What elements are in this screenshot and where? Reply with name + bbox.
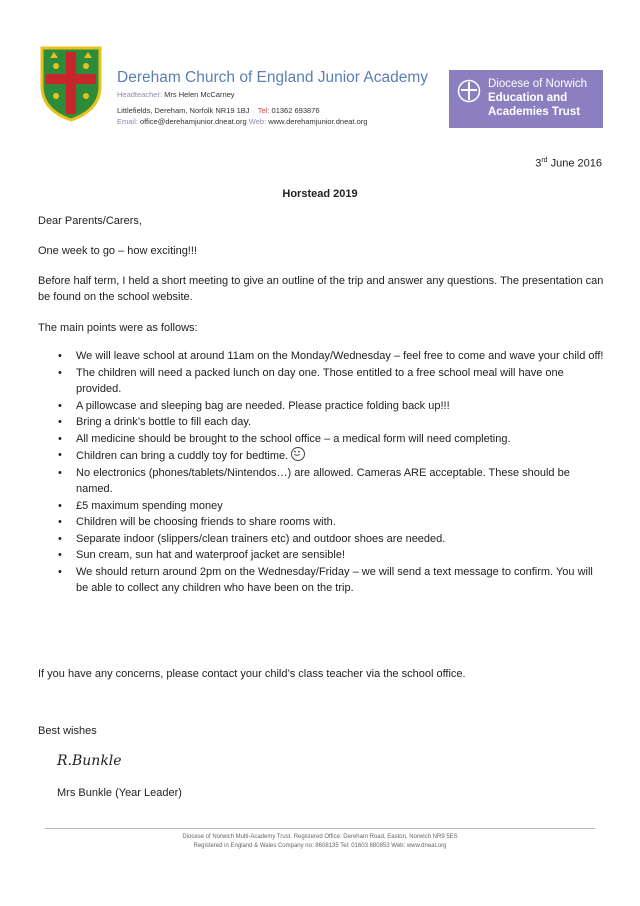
meeting-paragraph: Before half term, I held a short meeting to give an outline of the trip and answer any questions. The presentation can be found on the school website. [38,275,604,303]
point-text: Children will be choosing friends to share rooms with. [76,516,336,528]
bullet: • [58,532,62,545]
bullet: • [58,549,62,561]
list-item [38,531,606,548]
date-rest: June 2016 [547,157,602,170]
school-address: Littlefields, Dereham, Norfolk NR19 1BJ [117,106,250,115]
bullet: • [58,516,62,528]
list-item [38,348,606,365]
point-text: We will leave school at around 11am on the Monday/Wednesday – feel free to come and wave your child off! [76,350,604,362]
contact-line [117,117,367,126]
list-item [38,465,606,498]
school-tel: 01362 693876 [271,106,320,115]
list-item [38,398,606,415]
headteacher-label: Headteacher: [117,90,163,99]
list-item [38,547,606,564]
headteacher-line [117,90,235,99]
closing: Best wishes [38,725,97,737]
signatory-name: Mrs Bunkle (Year Leader) [57,787,182,799]
school-email: office@derehamjunior.dneat.org [139,117,247,126]
tel-label: Tel: [257,106,270,115]
handwritten-signature: R.Bunkle [57,753,122,769]
school-name: Dereham Church of England Junior Academy [117,69,429,86]
diocese-line-2: Education and [488,92,568,104]
bullet: • [58,432,62,445]
date-suffix: rd [541,157,548,164]
point-text: Children can bring a cuddly toy for bedtime. [76,450,289,462]
point-text: No electronics (phones/tablets/Nintendos…) are allowed. Cameras ARE acceptable. These should be named. [76,466,570,495]
date-day: 3 [535,157,542,170]
list-item [38,447,606,465]
email-label: Email: [117,117,138,126]
point-text: £5 maximum spending money [76,499,223,512]
diocese-logo-box [449,70,603,128]
point-text: Separate indoor (slippers/clean trainers etc) and outdoor shoes are needed. [76,532,446,545]
point-text: The children will need a packed lunch on day one. Those entitled to a free school meal will have one provided. [76,366,564,395]
web-label: Web: [248,117,267,126]
school-web: www.derehamjunior.dneat.org [268,117,368,126]
list-item [38,498,606,515]
list-item [38,431,606,448]
point-text: Sun cream, sun hat and waterproof jacket are sensible! [76,549,346,561]
bullet: • [58,416,62,428]
bullet: • [58,466,62,479]
main-points-intro: The main points were as follows: [38,322,198,334]
diocese-line-3: Academies Trust [488,106,581,118]
letter-title: Horstead 2019 [282,188,358,200]
salutation: Dear Parents/Carers, [38,215,142,227]
diocese-line-1: Diocese of Norwich [488,78,588,90]
list-item [38,564,606,597]
intro-line: One week to go – how exciting!!! [38,245,197,257]
address-line [117,106,320,115]
list-item [38,414,606,431]
diocese-cross-icon [457,79,481,103]
list-item [38,514,606,531]
footer-line-2: Registered in England & Wales Company no: 8608135 Tel: 01603 880853 Web: www.dneat.org [193,843,447,849]
bullet: • [58,366,62,379]
letter-date [535,157,602,170]
point-text: Bring a drink’s bottle to fill each day. [76,416,252,428]
point-text: All medicine should be brought to the school office – a medical form will need completing. [76,432,511,445]
point-text: A pillowcase and sleeping bag are needed. Please practice folding back up!!! [76,399,450,412]
footer-line-1: Diocese of Norwich Multi-Academy Trust. Registered Office: Dereham Road, Easton, Norwich NR9 5ES [182,834,458,840]
smiley-icon [291,447,305,461]
list-item [38,365,606,398]
concerns-paragraph: If you have any concerns, please contact your child’s class teacher via the school office. [38,668,466,680]
point-text: We should return around 2pm on the Wednesday/Friday – we will send a text message to confirm. You will be able to collect any children who have been on the trip. [76,565,593,594]
school-crest-logo [40,46,102,122]
footer-divider [45,828,595,829]
main-points-list [38,348,606,597]
bullet: • [58,499,62,512]
bullet: • [58,350,62,362]
bullet: • [58,399,62,412]
headteacher-name: Mrs Helen McCarney [164,90,235,99]
bullet: • [58,565,62,578]
bullet: • [58,449,62,461]
